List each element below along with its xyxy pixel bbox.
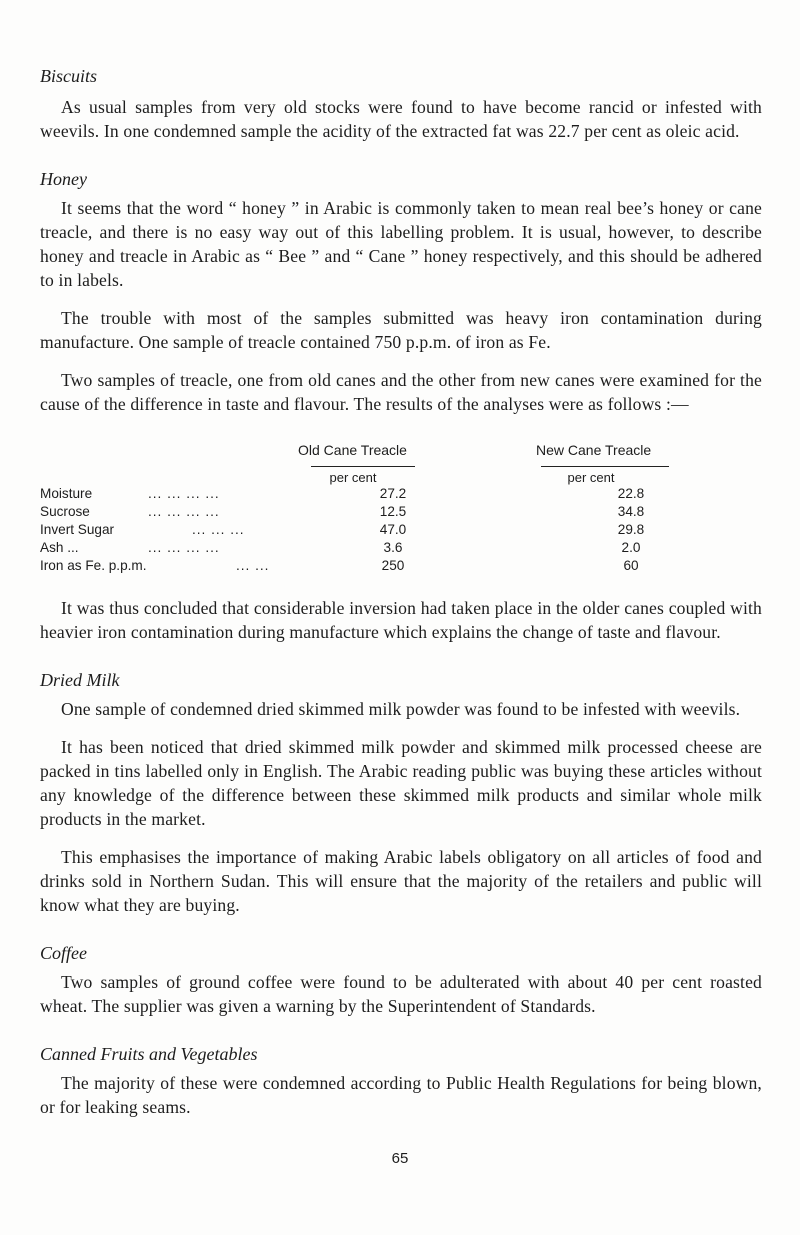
table-row-leader: ... ... ... ...	[148, 504, 220, 519]
section-heading-canned: Canned Fruits and Vegetables	[40, 1044, 258, 1064]
table-cell-new: 60	[623, 558, 639, 573]
table-cell-old: 3.6	[383, 540, 403, 555]
section-heading-dried-milk: Dried Milk	[40, 670, 120, 690]
paragraph-honey-3: Two samples of treacle, one from old canes and the other from new canes were examined for the cause of the difference in taste and flavour. The results of the analyses were as follows :—	[40, 370, 762, 414]
table-cell-new: 34.8	[617, 504, 645, 519]
paragraph-honey-2: The trouble with most of the samples submitted was heavy iron contamination during manufacture. One sample of treacle contained 750 p.p.m. of iron as Fe.	[40, 308, 762, 352]
section-heading-coffee: Coffee	[40, 943, 87, 963]
table-unit-old: per cent	[329, 470, 377, 485]
paragraph-dried-milk-1: One sample of condemned dried skimmed milk powder was found to be infested with weevils.	[61, 699, 741, 719]
table-cell-new: 2.0	[621, 540, 641, 555]
table-cell-new: 29.8	[617, 522, 645, 537]
table-cell-old: 27.2	[379, 486, 407, 501]
paragraph-canned-1: The majority of these were condemned according to Public Health Regulations for being blown, or for leaking seams.	[40, 1073, 762, 1117]
table-row-label: Ash ...	[40, 540, 79, 555]
table-cell-old: 250	[381, 558, 405, 573]
paragraph-dried-milk-3: This emphasises the importance of making Arabic labels obligatory on all articles of food and drinks sold in Northern Sudan. This will ensure that the majority of the retailers and public will know what they are buying.	[40, 847, 762, 915]
paragraph-dried-milk-2: It has been noticed that dried skimmed milk powder and skimmed milk processed cheese are packed in tins labelled only in English. The Arabic reading public was buying these articles without any knowledge of the difference between these skimmed milk products and similar whole milk products in the market.	[40, 737, 762, 829]
table-row-leader: ... ... ... ...	[148, 540, 220, 555]
table-row-leader: ... ...	[236, 558, 270, 573]
paragraph-honey-1: It seems that the word “ honey ” in Arabic is commonly taken to mean real bee’s honey or cane treacle, and there is no easy way out of this labelling problem. It is usual, however, to describe honey and treacle in Arabic as “ Bee ” and “ Cane ” honey respectively, and this should be adhered to in labels.	[40, 198, 762, 290]
table-cell-new: 22.8	[617, 486, 645, 501]
table-cell-old: 12.5	[379, 504, 407, 519]
section-heading-biscuits: Biscuits	[40, 66, 97, 86]
page-number: 65	[391, 1150, 409, 1167]
table-rule-new	[541, 466, 669, 467]
table-row-label: Sucrose	[40, 504, 90, 519]
table-row-label: Moisture	[40, 486, 93, 501]
table-rule-old	[311, 466, 415, 467]
table-row-label: Iron as Fe. p.p.m.	[40, 558, 147, 573]
paragraph-honey-4: It was thus concluded that considerable inversion had taken place in the older canes coupled with heavier iron contamination during manufacture which explains the change of taste and flavour.	[40, 598, 762, 642]
table-row-leader: ... ... ... ...	[148, 486, 220, 501]
paragraph-coffee-1: Two samples of ground coffee were found to be adulterated with about 40 per cent roasted wheat. The supplier was given a warning by the Superintendent of Standards.	[40, 972, 762, 1016]
table-unit-new: per cent	[567, 470, 615, 485]
section-heading-honey: Honey	[40, 169, 87, 189]
table-row-label: Invert Sugar	[40, 522, 115, 537]
table-col-header-new: New Cane Treacle	[536, 442, 652, 458]
table-cell-old: 47.0	[379, 522, 407, 537]
table-row-leader: ... ... ...	[192, 522, 245, 537]
paragraph-biscuits-1: As usual samples from very old stocks were found to have become rancid or infested with weevils. In one condemned sample the acidity of the extracted fat was 22.7 per cent as oleic acid.	[40, 97, 762, 141]
table-col-header-old: Old Cane Treacle	[298, 442, 407, 458]
